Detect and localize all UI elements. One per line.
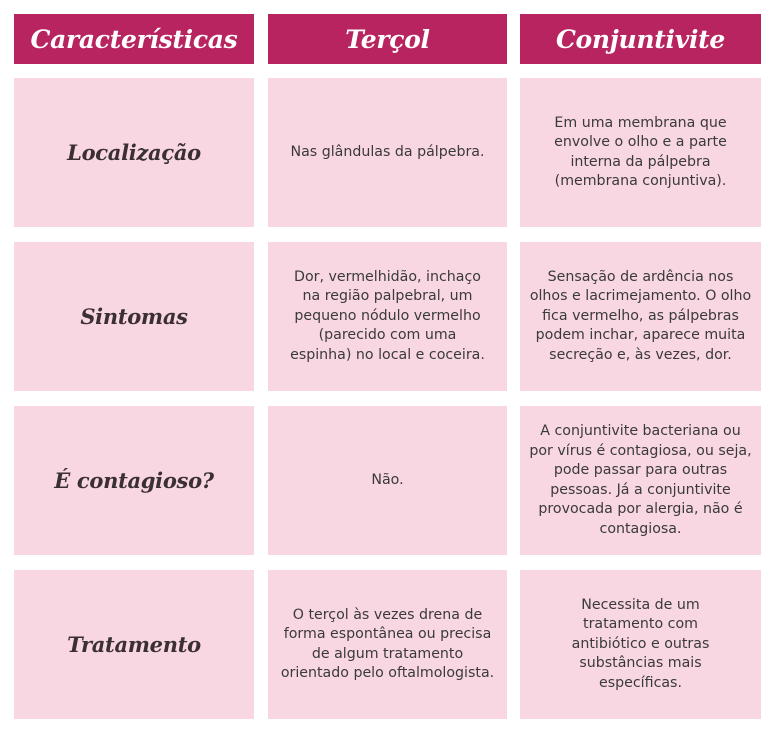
- header-tercol: Terçol: [268, 14, 507, 64]
- cell-conjuntivite-contagioso: A conjuntivite bacteriana ou por vírus é contagiosa, ou seja, pode passar para outras pessoas. Já a conjuntivite provocada por alergia, não é contagiosa.: [520, 406, 761, 555]
- header-conjuntivite: Conjuntivite: [520, 14, 761, 64]
- cell-tercol-contagioso: Não.: [268, 406, 507, 555]
- row-label-localizacao: Localização: [14, 78, 254, 227]
- cell-tercol-tratamento: O terçol às vezes drena de forma espontânea ou precisa de algum tratamento orientado pelo oftalmologista.: [268, 570, 507, 719]
- row-label-contagioso: É contagioso?: [14, 406, 254, 555]
- cell-conjuntivite-sintomas: Sensação de ardência nos olhos e lacrimejamento. O olho fica vermelho, as pálpebras podem inchar, aparece muita secreção e, às vezes, dor.: [520, 242, 761, 391]
- cell-tercol-sintomas: Dor, vermelhidão, inchaço na região palpebral, um pequeno nódulo vermelho (parecido com uma espinha) no local e coceira.: [268, 242, 507, 391]
- cell-conjuntivite-tratamento: Necessita de um tratamento com antibiótico e outras substâncias mais específicas.: [520, 570, 761, 719]
- header-caracteristicas: Características: [14, 14, 254, 64]
- cell-tercol-localizacao: Nas glândulas da pálpebra.: [268, 78, 507, 227]
- row-label-sintomas: Sintomas: [14, 242, 254, 391]
- row-label-tratamento: Tratamento: [14, 570, 254, 719]
- cell-conjuntivite-localizacao: Em uma membrana que envolve o olho e a parte interna da pálpebra (membrana conjuntiva).: [520, 78, 761, 227]
